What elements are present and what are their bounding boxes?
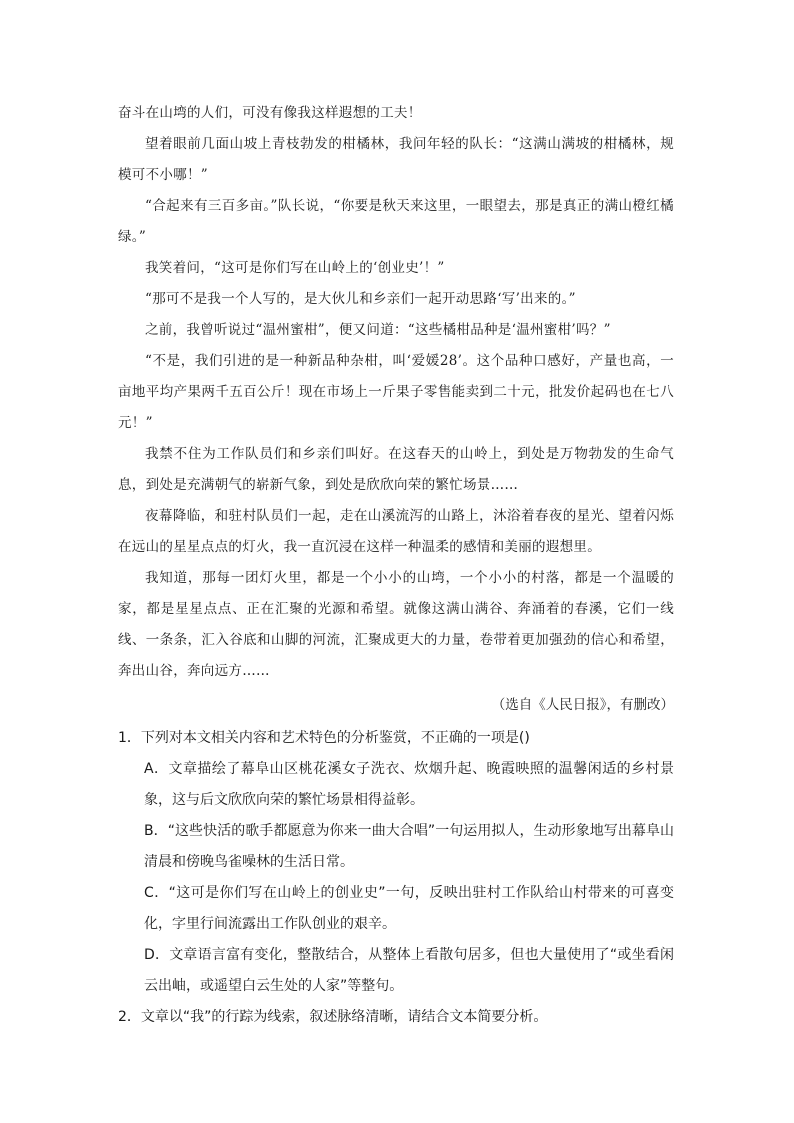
passage-paragraph: 我笑着问，“这可是你们写在山岭上的‘创业史’！” <box>145 260 445 276</box>
question-1-option-d: D．文章语言富有变化，整散结合，从整体上看散句居多，但也大量使用了“或坐看闲云出岫，或遥望白云生处的人家”等整句。 <box>144 947 674 994</box>
passage-paragraph: 之前，我曾听说过“温州蜜柑”，便又问道：“这些橘柑品种是‘温州蜜柑’吗？” <box>145 322 611 338</box>
passage-paragraph: 奋斗在山塆的人们，可没有像我这样遐想的工夫！ <box>118 105 422 121</box>
passage-paragraph: “不是，我们引进的是一种新品种杂柑，叫‘爱媛28’。这个品种口感好，产量也高，一亩地平均产果两千五百公斤！现在市场上一斤果子零售能卖到二十元，批发价起码也在七八元！” <box>118 353 674 431</box>
passage-paragraph: 夜幕降临，和驻村队员们一起，走在山溪流泻的山路上，沐浴着春夜的星光、望着闪烁在远山的星星点点的灯火，我一直沉浸在这样一种温柔的感情和美丽的遐想里。 <box>118 508 674 555</box>
passage-paragraph: 我禁不住为工作队员们和乡亲们叫好。在这春天的山岭上，到处是万物勃发的生命气息，到处是充满朝气的崭新气象，到处是欣欣向荣的繁忙场景…… <box>118 446 674 493</box>
source-citation: （选自《人民日报》，有删改） <box>491 697 674 713</box>
passage-paragraph: “合起来有三百多亩。”队长说，“你要是秋天来这里，一眼望去，那是真正的满山橙红橘绿。” <box>118 198 674 245</box>
question-section <box>118 723 674 1033</box>
passage-paragraph: “那可不是我一个人写的，是大伙儿和乡亲们一起开动思路‘写’出来的。” <box>145 291 576 307</box>
question-2-stem: 2．文章以“我”的行踪为线索，叙述脉络清晰，请结合文本简要分析。 <box>118 1009 548 1025</box>
question-1-option-a: A．文章描绘了幕阜山区桃花溪女子洗衣、炊烟升起、晚霞映照的温馨闲适的乡村景象，这与后文欣欣向荣的繁忙场景相得益彰。 <box>144 761 674 808</box>
passage-paragraph: 我知道，那每一团灯火里，都是一个小小的山塆，一个小小的村落，都是一个温暖的家，都是星星点点、正在汇聚的光源和希望。就像这满山满谷、奔涌着的春溪，它们一线线、一条条，汇入谷底和山脚的河流，汇聚成更大的力量，卷带着更加强劲的信心和希望，奔出山谷，奔向远方…… <box>118 570 674 679</box>
question-1-option-b: B．“这些快活的歌手都愿意为你来一曲大合唱”一句运用拟人，生动形象地写出幕阜山清晨和傍晚鸟雀噪林的生活日常。 <box>144 823 674 870</box>
question-1-stem: 1．下列对本文相关内容和艺术特色的分析鉴赏，不正确的一项是() <box>118 730 530 746</box>
reading-passage <box>118 98 674 687</box>
question-1-option-c: C．“这可是你们写在山岭上的创业史”一句，反映出驻村工作队给山村带来的可喜变化，字里行间流露出工作队创业的艰辛。 <box>144 885 674 932</box>
passage-paragraph: 望着眼前几面山坡上青枝勃发的柑橘林，我问年轻的队长：“这满山满坡的柑橘林，规模可不小哪！” <box>118 136 674 183</box>
